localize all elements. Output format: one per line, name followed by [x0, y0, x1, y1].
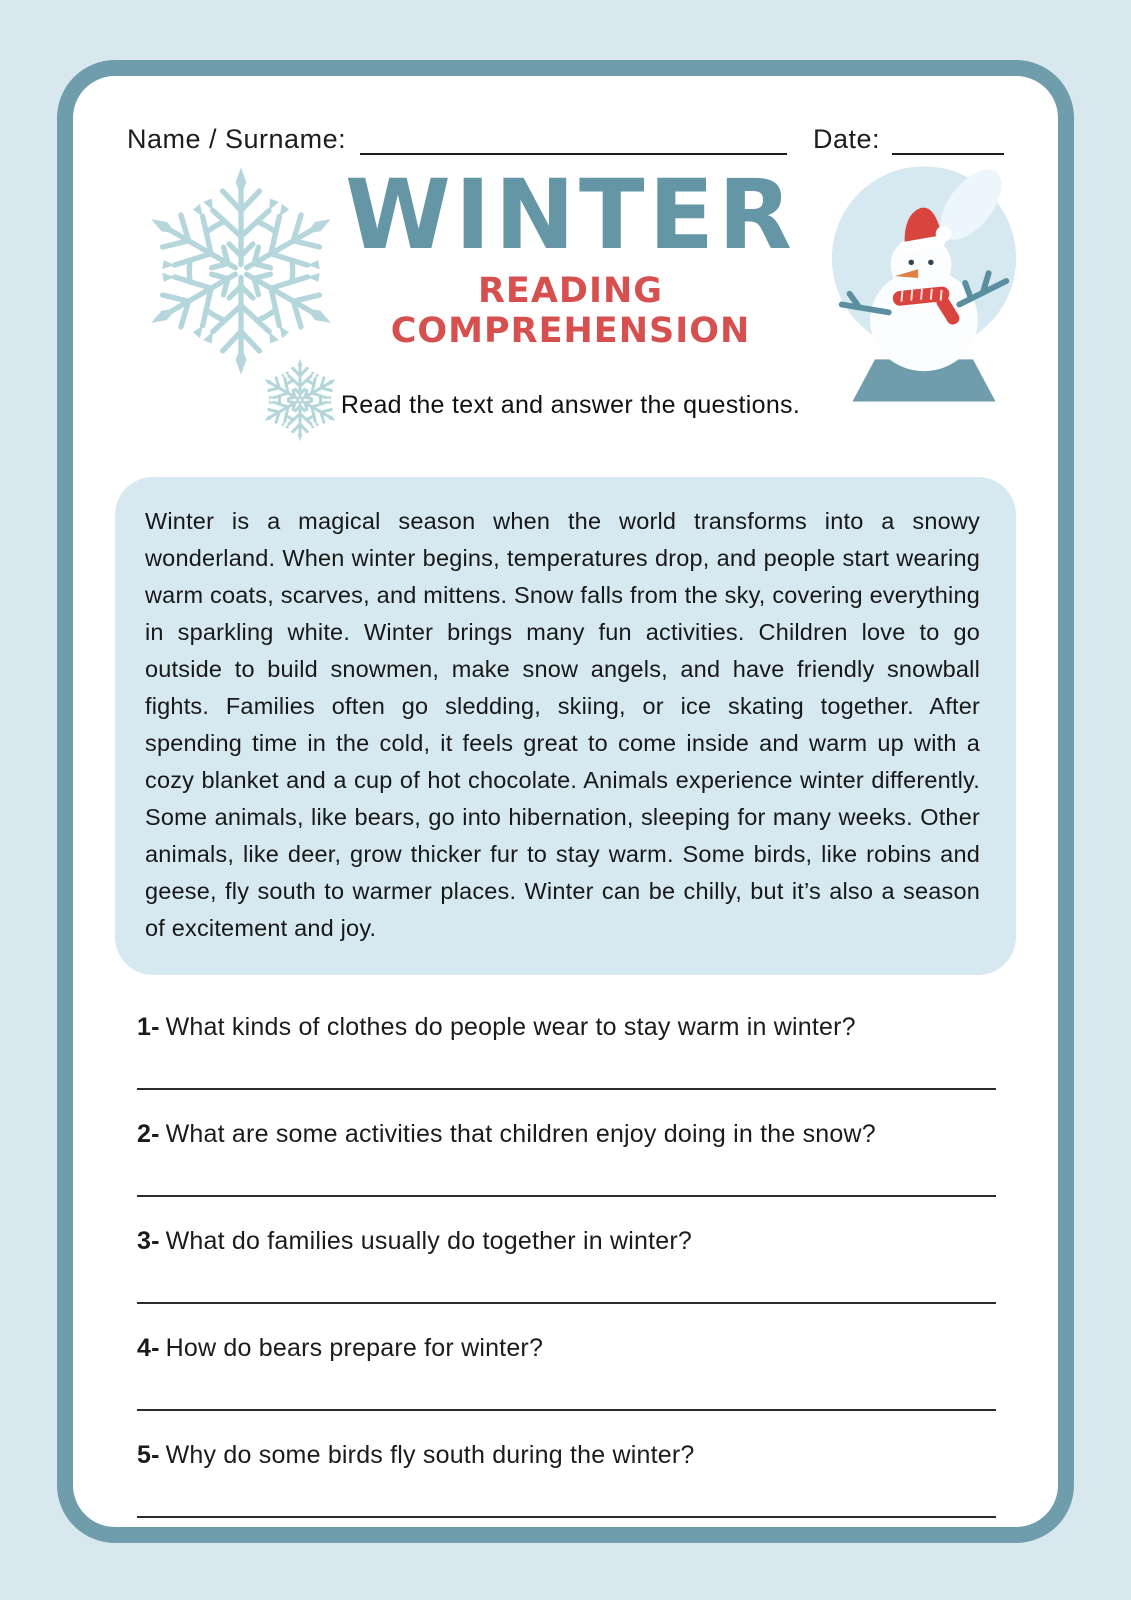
date-label: Date:: [812, 124, 880, 154]
passage-text: Winter is a magical season when the world transforms into a snowy wonderland. When winter begins, temperatures drop, and people start wearing warm coats, scarves, and mittens. Snow falls from the sky, covering everything in sparkling white. Winter brings many fun activities. Children love to go outside to build snowmen, make snow angels, and have friendly snowball fights. Families often go sledding, skiing, or ice skating together. After spending time in the cold, it feels great to come inside and warm up with a cozy blanket and a cup of hot chocolate. Animals experience winter differently. Some animals, like bears, go into hibernation, sleeping for many weeks. Other animals, like deer, grow thicker fur to stay warm. Some birds, like robins and geese, fly south to warmer places. Winter can be chilly, but it’s also a season of excitement and joy.: [145, 508, 980, 941]
question-number: 3-: [137, 1227, 160, 1255]
passage-box: [115, 477, 1016, 975]
question-item: [137, 1120, 996, 1197]
instruction-text: Read the text and answer the questions.: [340, 391, 801, 419]
question-text: [137, 1120, 996, 1149]
question-label: How do bears prepare for winter?: [165, 1334, 544, 1362]
question-text: [137, 1227, 996, 1256]
question-label: What are some activities that children enjoy doing in the snow?: [165, 1120, 876, 1148]
title-block: [330, 159, 811, 420]
question-number: 2-: [137, 1120, 160, 1148]
question-item: [137, 1227, 996, 1304]
question-text: [137, 1013, 996, 1042]
question-number: 4-: [137, 1334, 160, 1362]
question-item: [137, 1441, 996, 1518]
question-item: [137, 1334, 996, 1411]
name-blank-line: [360, 125, 787, 155]
question-text: [137, 1334, 996, 1363]
snowflake-icon: [133, 163, 349, 379]
page-subtitle: READING COMPREHENSION: [390, 271, 751, 351]
page-title: WINTER: [345, 159, 796, 271]
name-label: Name / Surname:: [127, 124, 347, 154]
question-number: 1-: [137, 1013, 160, 1041]
answer-line: [137, 1409, 996, 1411]
date-blank-line: [892, 125, 1004, 155]
answer-line: [137, 1516, 996, 1518]
snow-globe-snowman-icon: [826, 157, 1022, 403]
question-label: What kinds of clothes do people wear to stay warm in winter?: [165, 1013, 856, 1041]
worksheet-card: [57, 60, 1074, 1543]
question-item: [137, 1013, 996, 1090]
question-label: Why do some birds fly south during the winter?: [165, 1441, 695, 1469]
answer-line: [137, 1302, 996, 1304]
question-label: What do families usually do together in winter?: [165, 1227, 692, 1255]
answer-line: [137, 1088, 996, 1090]
question-number: 5-: [137, 1441, 160, 1469]
questions-section: [137, 1013, 996, 1518]
answer-line: [137, 1195, 996, 1197]
name-date-row: [127, 124, 1004, 155]
question-text: [137, 1441, 996, 1470]
worksheet-header: [115, 161, 1016, 463]
